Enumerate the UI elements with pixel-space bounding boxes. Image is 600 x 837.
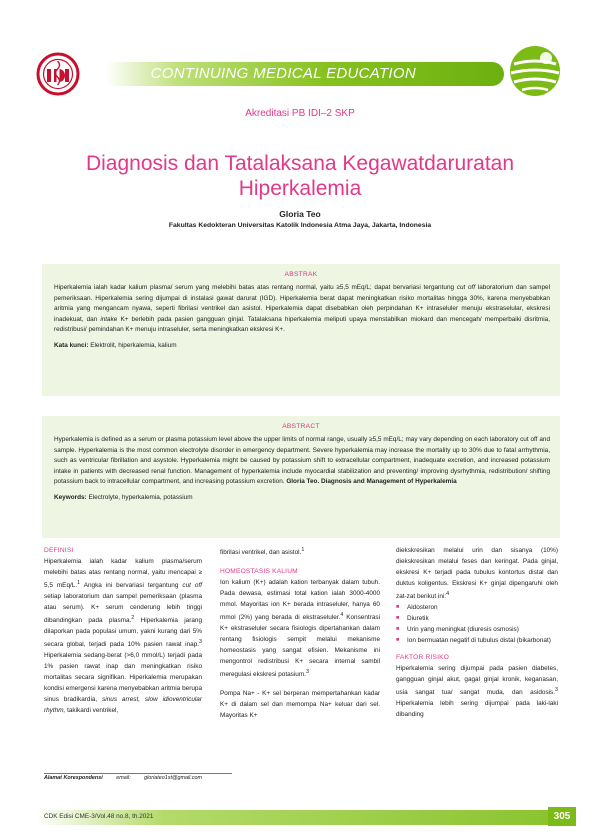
accreditation-label: Akreditasi PB IDI–2 SKP bbox=[245, 108, 355, 119]
paragraph: Pompa Na+ - K+ sel berperan mempertahankan kadar K+ di dalam sel dan memompa Na+ keluar dari sel. Mayoritas K+ bbox=[220, 690, 380, 720]
paragraph: Hiperkalemia sering dijumpai pada pasien diabetes, gangguan ginjal akut, gagal ginjal kronik, keganasan, usia sangat tua/ sangat muda, dan asidosis.$^3$ Hiperkalemia lebih sering dijumpai pada laki-laki dibanding bbox=[396, 665, 558, 719]
abstract-keywords: Keywords: Electrolyte, hyperkalemia, potassium bbox=[54, 493, 193, 501]
abstract-text: Hyperkalemia is defined as a serum or plasma potassium level above the upper limits of normal range, usually ≥5,5 mEq/L; may vary depending on each laboratory cut off and sample. Hyperkalemia is the most common electrolyte disorder in emergency department. Severe hyperkalemia may increase the mortality up to 30% due to fatal arrhythmia, such as ventricular fibrillation and asystole. Hyperkalemia might be caused by potassium shift to extracellular compartment, inadequate excretion, and increased potassium intake in patients with decreased renal function. Management of hyperkalemia include myocardial stabilization and preventing/ improving dysrhythmia, redistribution/ shifting potassium back to intracellular compartment, and increasing potassium excretion. Gloria Teo. Diagnosis and Management of Hyperkalemia bbox=[54, 436, 550, 486]
author-affiliation: Fakultas Kedokteran Universitas Katolik Indonesia Atma Jaya, Jakarta, Indonesia bbox=[168, 222, 432, 229]
article-title bbox=[40, 151, 560, 201]
author-name: Gloria Teo bbox=[279, 209, 321, 219]
footnote-divider bbox=[44, 773, 232, 774]
bullet-list bbox=[396, 602, 558, 646]
body-column-2 bbox=[220, 545, 380, 729]
cme-banner bbox=[106, 62, 504, 86]
abstrak-keywords: Kata kunci: Elektrolit, hiperkalemia, kalium bbox=[54, 341, 177, 349]
list-item: ■ Aldosteron bbox=[396, 602, 558, 613]
correspondence-email[interactable]: gloriateo1st@gmail.com bbox=[144, 775, 203, 781]
body-column-1 bbox=[44, 545, 202, 724]
list-item: ■ Diuretik bbox=[396, 613, 558, 624]
abstrak-box bbox=[42, 264, 560, 396]
abstract-heading: ABSTRACT bbox=[282, 423, 320, 430]
page-number: 305 bbox=[548, 807, 576, 826]
abstract-box bbox=[42, 416, 560, 538]
paragraph: fibrilasi ventrikel, dan asistol.$^1$ bbox=[220, 547, 305, 557]
journal-citation: CDK Edisi CME-3/Vol.48 no.8, th.2021 bbox=[44, 813, 154, 820]
abstrak-heading: ABSTRAK bbox=[284, 271, 318, 278]
abstract-citation: Gloria Teo. Diagnosis and Management of Hyperkalemia bbox=[286, 478, 457, 486]
idi-logo bbox=[36, 52, 80, 96]
article-title-line-1: Diagnosis dan Tatalaksana Kegawatdaruratan bbox=[85, 152, 515, 175]
body-column-3 bbox=[396, 545, 558, 728]
paragraph: diekskresikan melalui urin dan sisanya (10%) diekskresikan melalui feses dan keringat. Pada ginjal, ekskresi K+ terjadi pada tubulus kontortus distal dan duktus koligentus. Ekskresi K+ ginjal dipengaruhi oleh zat-zat berikut ini:$^4$ bbox=[396, 547, 558, 601]
banner-title: CONTINUING MEDICAL EDUCATION bbox=[150, 65, 416, 82]
section-heading-definisi: DEFINISI bbox=[44, 547, 74, 554]
cdk-globe-logo bbox=[508, 44, 562, 98]
correspondence: Alamat Korespondensi email: gloriateo1st@gmail.com bbox=[44, 775, 203, 781]
list-item: ■ Ion bermuatan negatif di tubulus distal (bikarbonat) bbox=[396, 635, 558, 646]
article-title-line-2: Hiperkalemia bbox=[238, 177, 362, 200]
list-item: ■ Urin yang meningkat (diuresis osmosis) bbox=[396, 624, 558, 635]
section-heading-faktor-risiko: FAKTOR RISIKO bbox=[396, 654, 450, 662]
paragraph: Hiperkalemia ialah kadar kalium plasma/serum melebihi batas atas rentang normal, yaitu mencapai ≥ 5,5 mEq/L.$^1$ Angka ini bervariasi tergantung cut off setiap laboratorium dan sampel pemeriksaan (plasma atau serum). K+ serum cenderung lebih tinggi dibandingkan pada plasma.$^2$ Hiperkalemia jarang dilaporkan pada populasi umum, yakni kurang dari 5% secara global, terjadi pada 10% pasien rawat inap.$^3$ Hiperkalemia sedang-berat (>6,0 mmol/L) terjadi pada 1% pasien rawat inap dan meningkatkan risiko mortalitas secara signifikan. Hiperkalemia merupakan kondisi emergensi karena menyebabkan aritmia berupa sinus bradikardia, sinus arrest, slow idioventricular rhythm, takikardi ventrikel, bbox=[44, 558, 202, 715]
section-heading-homeostasis: HOMEOSTASIS KALIUM bbox=[220, 568, 298, 576]
paragraph: Ion kalium (K+) adalah kation terbanyak dalam tubuh. Pada dewasa, estimasi total kation ialah 3000-4000 mmol. Mayoritas ion K+ berada intraseluler, hanya 60 mmol (2%) yang berada di ekstraseluler.$^4$ Konsentrasi K+ ekstraseluler secara fisiologis dipertahankan dalam rentang fisiologis sempit melalui mekanisme homeostasis yang sangat efisien. Mekanisme ini mengontrol redistribusi K+ secara internal sambil meregulasi ekskresi potasium.$^3$ bbox=[220, 579, 380, 679]
abstrak-text: Hiperkalemia ialah kadar kalium plasma/ serum yang melebihi batas atas rentang normal, yaitu ≥5,5 mEq/L; dapat bervariasi tergantung cut off laboratorium dan sampel pemeriksaan. Hiperkalemia sering dijumpai di instalasi gawat darurat (IGD). Hiperkalemia berat dapat meningkatkan risiko mortalitas hingga 30%, karena menyebabkan aritmia yang mengancam nyawa, seperti fibrilasi ventrikel dan asistol. Hiperkalemia dapat disebabkan oleh perpindahan K+ intraseluler menuju ekstraselular, ekskresi inadekuat, dan intake K+ berlebih pada pasien gangguan ginjal. Tatalaksana hiperkalemia meliputi upaya menstabilkan miokard dan mencegah/ memperbaiki disritmia, redistribusi/ pemindahan K+ menuju intraseluler, serta meningkatkan ekskresi K+. bbox=[54, 284, 550, 334]
